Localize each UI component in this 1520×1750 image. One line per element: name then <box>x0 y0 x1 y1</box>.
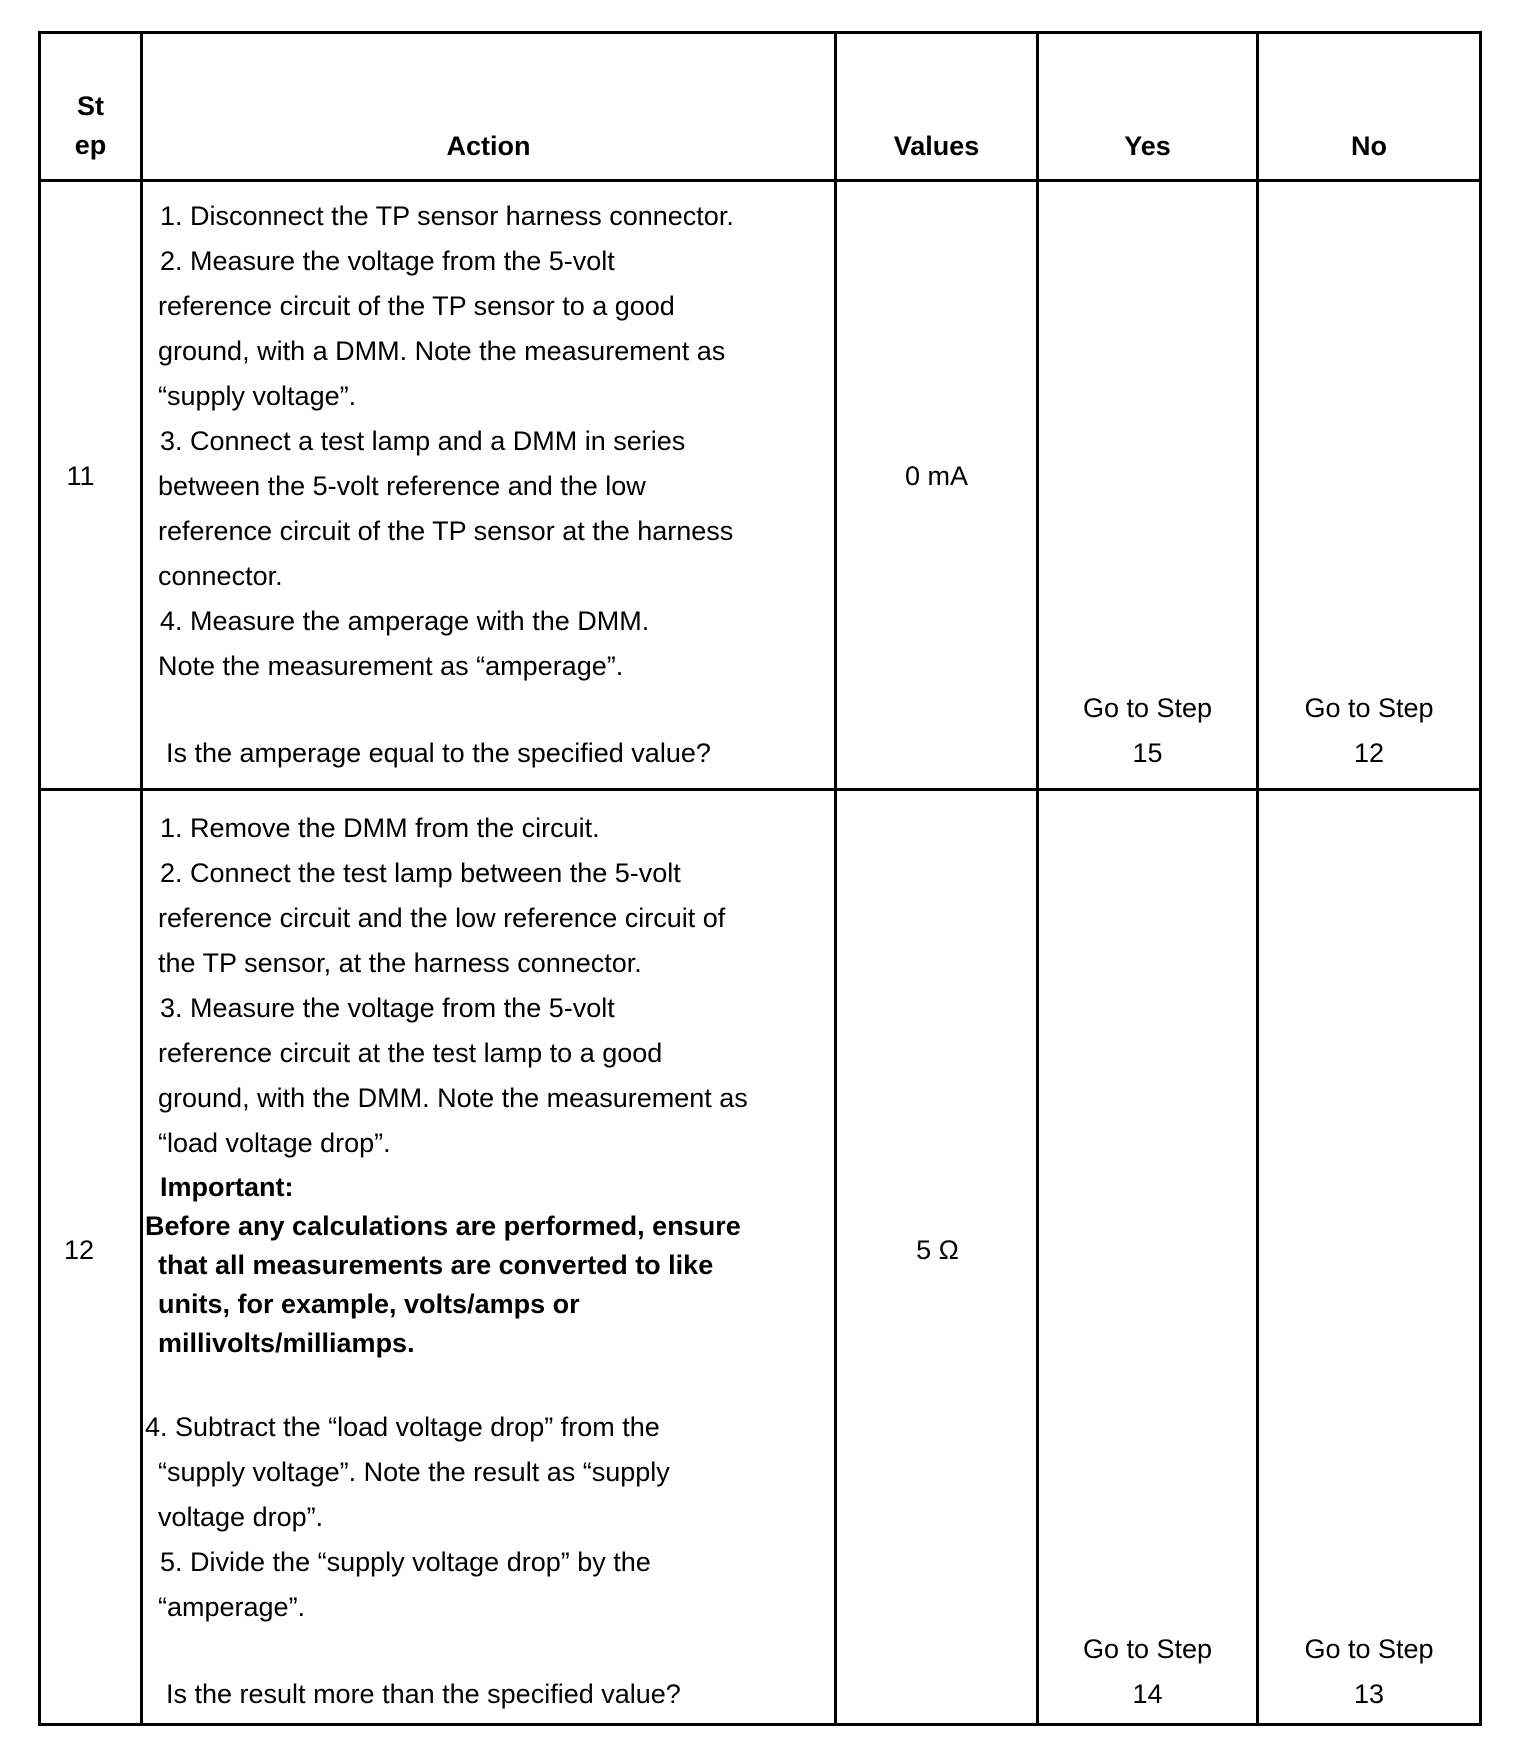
action-line: 4. Subtract the “load voltage drop” from the <box>145 1412 660 1442</box>
important-title: Important: <box>160 1172 294 1202</box>
action-line: ground, with the DMM. Note the measurement as <box>158 1083 748 1113</box>
spec-value: 5 Ω <box>916 1235 959 1265</box>
yes-go-to-step <box>1039 1627 1256 1717</box>
action-line: reference circuit of the TP sensor to a good <box>158 291 675 321</box>
action-question: Is the result more than the specified value? <box>166 1679 681 1709</box>
header-yes: Yes <box>1124 131 1171 161</box>
action-line: reference circuit and the low reference circuit of <box>158 903 726 933</box>
yes-go-to-label: Go to Step <box>1082 693 1213 723</box>
important-note-line: millivolts/milliamps. <box>158 1328 415 1358</box>
important-note-line: units, for example, volts/amps or <box>158 1289 580 1319</box>
action-line: “supply voltage”. Note the result as “supply <box>158 1457 670 1487</box>
action-line: ground, with a DMM. Note the measurement as <box>158 336 726 366</box>
header-divider <box>38 179 1482 182</box>
important-note-line: that all measurements are converted to like <box>158 1250 714 1280</box>
important-note-line: Before any calculations are performed, ensure <box>145 1211 741 1241</box>
action-line: the TP sensor, at the harness connector. <box>158 948 642 978</box>
spec-value: 0 mA <box>904 461 969 491</box>
action-line: 2. Connect the test lamp between the 5-volt <box>160 858 681 888</box>
table-border-bottom <box>38 1723 1482 1726</box>
no-go-to-label: Go to Step <box>1304 1634 1434 1664</box>
no-go-to-step <box>1259 686 1479 776</box>
yes-go-to-label: Go to Step <box>1082 1634 1213 1664</box>
action-line: 5. Divide the “supply voltage drop” by the <box>160 1547 651 1577</box>
action-line: voltage drop”. <box>158 1502 324 1532</box>
action-line: between the 5-volt reference and the low <box>158 471 646 501</box>
table-border-left <box>38 31 41 1726</box>
header-no: No <box>1351 131 1387 161</box>
yes-go-to-step <box>1039 686 1256 776</box>
troubleshooting-table <box>38 31 1482 1716</box>
column-divider <box>1036 31 1039 1726</box>
action-line: “amperage”. <box>158 1592 306 1622</box>
action-line: 4. Measure the amperage with the DMM. <box>160 606 650 636</box>
header-step-line1: St <box>77 91 104 121</box>
yes-step-number: 15 <box>1132 738 1163 768</box>
table-border-right <box>1479 31 1482 1726</box>
action-line: reference circuit of the TP sensor at the harness <box>158 516 734 546</box>
action-line: 3. Connect a test lamp and a DMM in series <box>160 426 686 456</box>
step-number: 11 <box>66 461 95 491</box>
no-go-to-label: Go to Step <box>1304 693 1434 723</box>
action-line: reference circuit at the test lamp to a good <box>158 1038 663 1068</box>
action-line: 1. Disconnect the TP sensor harness connector. <box>160 201 734 231</box>
yes-step-number: 14 <box>1132 1679 1163 1709</box>
column-divider <box>140 31 143 1726</box>
header-step-line2: ep <box>74 130 107 160</box>
column-divider <box>1256 31 1259 1726</box>
no-step-number: 12 <box>1353 738 1385 768</box>
column-divider <box>834 31 837 1726</box>
action-line: 2. Measure the voltage from the 5-volt <box>160 246 615 276</box>
no-step-number: 13 <box>1353 1679 1385 1709</box>
action-line: 1. Remove the DMM from the circuit. <box>160 813 600 843</box>
step-number: 12 <box>63 1235 95 1265</box>
action-line: connector. <box>158 561 283 591</box>
header-action: Action <box>446 131 531 161</box>
header-step <box>41 87 140 165</box>
action-question: Is the amperage equal to the specified value? <box>166 738 711 768</box>
action-line: Note the measurement as “amperage”. <box>158 651 624 681</box>
action-line: “load voltage drop”. <box>158 1128 391 1158</box>
row-divider <box>38 788 1482 791</box>
header-values: Values <box>893 131 980 161</box>
no-go-to-step <box>1259 1627 1479 1717</box>
action-line: “supply voltage”. <box>158 381 357 411</box>
action-line: 3. Measure the voltage from the 5-volt <box>160 993 615 1023</box>
table-border-top <box>38 31 1482 34</box>
